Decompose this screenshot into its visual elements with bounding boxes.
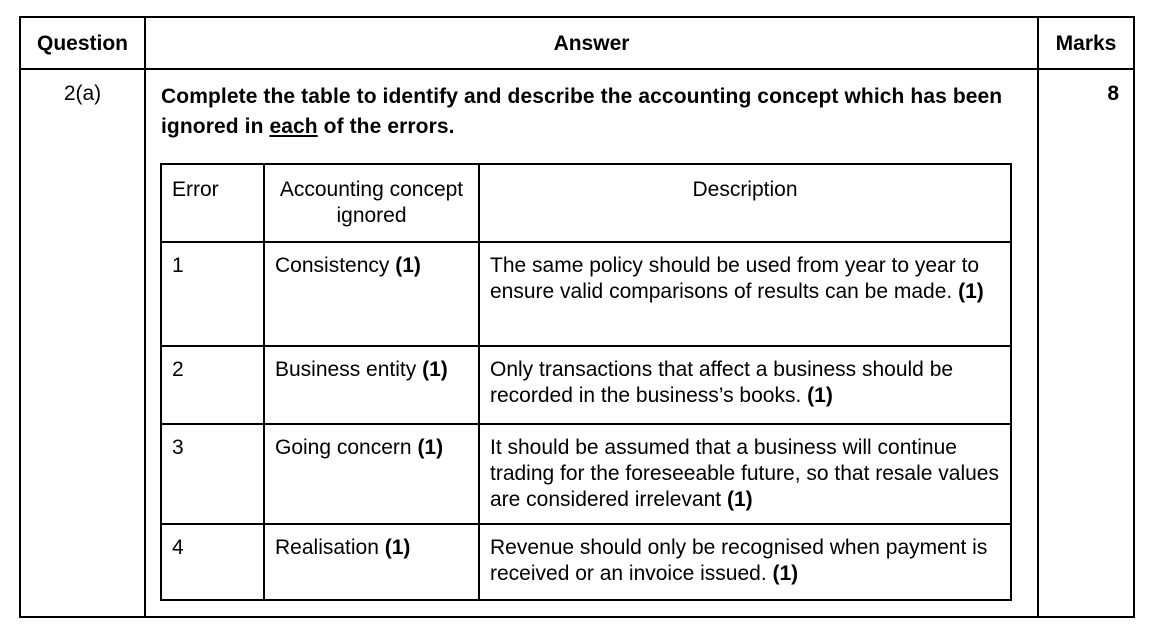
table-row	[161, 346, 1011, 424]
description-column-header: Description	[479, 164, 1011, 242]
column-divider	[144, 18, 146, 616]
error-number: 4	[161, 524, 264, 600]
concepts-table	[160, 163, 1012, 601]
concept-column-header: Accounting concept ignored	[264, 164, 479, 242]
table-row	[161, 424, 1011, 524]
concept-text: Consistency	[275, 254, 390, 277]
error-column-header: Error	[161, 164, 264, 242]
header-marks: Marks	[1055, 32, 1117, 55]
header-question: Question	[36, 32, 128, 55]
concept-text: Realisation	[275, 536, 379, 559]
description-mark: (1)	[807, 384, 833, 407]
description-cell	[479, 424, 1011, 524]
description-text: The same policy should be used from year to year to ensure valid comparisons of results can be made.	[490, 254, 980, 303]
description-text: Only transactions that affect a business should be recorded in the business’s books.	[490, 358, 954, 407]
concept-cell	[264, 524, 479, 600]
concept-text: Business entity	[275, 358, 417, 381]
concept-cell	[264, 424, 479, 524]
table-row	[161, 242, 1011, 346]
description-mark: (1)	[772, 562, 799, 585]
prompt-emphasis: each	[269, 115, 318, 138]
table-row	[161, 524, 1011, 600]
description-mark: (1)	[958, 280, 984, 303]
concept-cell	[264, 242, 479, 346]
concept-mark: (1)	[395, 254, 421, 277]
concept-mark: (1)	[417, 436, 444, 459]
concepts-table-header	[161, 164, 1011, 242]
question-number: 2(a)	[63, 82, 102, 105]
description-cell	[479, 524, 1011, 600]
error-number: 2	[161, 346, 264, 424]
description-cell	[479, 346, 1011, 424]
error-number: 1	[161, 242, 264, 346]
description-text: Revenue should only be recognised when payment is received or an invoice issued.	[490, 536, 988, 585]
description-mark: (1)	[726, 488, 753, 511]
concept-cell	[264, 346, 479, 424]
description-text: It should be assumed that a business will continue trading for the foreseeable future, so that resale values are considered irrelevant	[490, 436, 999, 511]
header-answer: Answer	[553, 32, 630, 55]
mark-scheme-table	[19, 16, 1135, 618]
marks-value: 8	[1107, 82, 1119, 105]
question-prompt	[161, 82, 1041, 142]
error-number: 3	[161, 424, 264, 524]
description-cell	[479, 242, 1011, 346]
concept-text: Going concern	[275, 436, 412, 459]
prompt-text: Complete the table to identify and describe the accounting concept which has been ignored in	[161, 85, 1003, 138]
prompt-text-end: of the errors.	[317, 115, 455, 138]
concept-mark: (1)	[422, 358, 448, 381]
concept-mark: (1)	[384, 536, 411, 559]
